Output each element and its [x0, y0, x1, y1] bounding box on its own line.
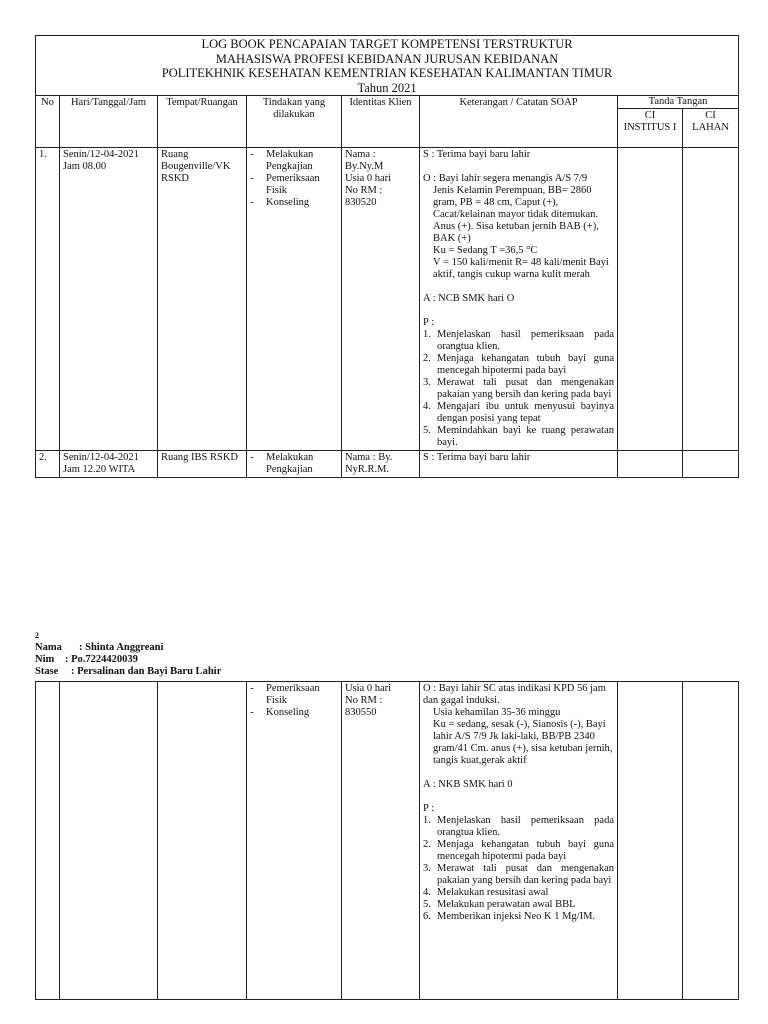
col-header-identity: Identitas Klien — [342, 96, 420, 148]
row-date — [60, 682, 158, 1000]
plan-item: 3. Merawat tali pusat dan mengenakan pakaian yang bersih dan kering pada bayi — [423, 863, 614, 886]
row-actions — [247, 682, 342, 1000]
plan-item: 2. Menjaga kehangatan tubuh bayi guna mencegah hipotermi pada bayi — [423, 839, 614, 862]
soap-plan-label: P : — [423, 803, 434, 814]
title-line: Tahun 2021 — [357, 80, 417, 95]
soap-plan-list — [423, 329, 614, 449]
identity-line: Usia 0 hari — [345, 683, 392, 694]
student-stase: : Persalinan dan Bayi Baru Lahir — [71, 666, 222, 677]
soap-objective-detail: Ku = Sedang T =36,5 °C — [433, 245, 538, 256]
title-line: POLITEKHNIK KESEHATAN KEMENTRIAN KESEHATAN KALIMANTAN TIMUR — [161, 66, 613, 80]
soap-objective-detail: Jenis Kelamin Perempuan, BB= 2860 gram, PB = 48 cm, Caput (+), Cacat/kelainan mayor tidak ditemukan. Anus (+). Sisa ketuban jernih BAB (+), BAK (+) — [433, 185, 599, 244]
row-date — [60, 148, 158, 451]
action-item: - Melakukan Pengkajian — [250, 452, 338, 476]
row-number: 1. — [36, 148, 60, 451]
identity-line: 830550 — [345, 707, 377, 718]
col-header-signature: Tanda Tangan — [618, 96, 739, 109]
signature-ci-lahan — [683, 682, 739, 1000]
soap-objective-detail: Usia kehamilan 35-36 minggu — [433, 707, 561, 718]
identity-line: No RM : — [345, 185, 383, 196]
row-soap-notes — [420, 682, 618, 1000]
row-identity: Nama : By. NyR.R.M. — [342, 451, 420, 478]
col-header-place: Tempat/Ruangan — [158, 96, 247, 148]
time-line: Jam 12.20 WITA — [63, 464, 136, 475]
logbook-continuation-table — [35, 681, 739, 1000]
stase-label: Stase — [35, 666, 59, 677]
student-nim: : Po.7224420039 — [65, 654, 138, 665]
table-row — [36, 682, 739, 1000]
row-soap-notes — [420, 148, 618, 451]
signature-ci-institusi — [618, 682, 683, 1000]
page-number: 2 — [35, 631, 39, 640]
row-actions — [247, 148, 342, 451]
plan-item: 6. Memberikan injeksi Neo K 1 Mg/IM. — [423, 911, 596, 922]
row-identity — [342, 148, 420, 451]
row-date — [60, 451, 158, 478]
action-item: - Melakukan Pengkajian — [250, 149, 338, 173]
signature-ci-institusi — [618, 451, 683, 478]
soap-plan-label: P : — [423, 317, 434, 328]
student-info — [35, 642, 221, 678]
soap-objective-detail: Ku = sedang, sesak (-), Sianosis (-), Bayi lahir A/S 7/9 Jk laki-laki, BB/PB 2340 gram/41 Cm. anus (+), sisa ketuban jernih, tangis kuat,gerak aktif — [433, 719, 613, 766]
row-number: 2. — [36, 451, 60, 478]
col-header-no: No — [36, 96, 60, 148]
row-place: Ruang IBS RSKD — [158, 451, 247, 478]
row-identity — [342, 682, 420, 1000]
soap-objective: O : Bayi lahir segera menangis A/S 7/9 — [423, 173, 588, 184]
table-row — [36, 148, 739, 451]
name-label: Nama — [35, 642, 62, 653]
date-line: Senin/12-04-2021 — [63, 452, 139, 463]
nim-label: Nim — [35, 654, 55, 665]
soap-subjective: S : Terima bayi baru lahir — [423, 149, 531, 160]
plan-item: 5. Memindahkan bayi ke ruang perawatan bayi. — [423, 425, 614, 448]
student-nim-row — [35, 654, 221, 666]
col-header-date: Hari/Tanggal/Jam — [60, 96, 158, 148]
document-title — [36, 36, 739, 96]
signature-ci-lahan — [683, 451, 739, 478]
soap-assessment: A : NCB SMK hari O — [423, 293, 515, 304]
identity-line: 830520 — [345, 197, 377, 208]
row-place — [158, 682, 247, 1000]
student-stase-row — [35, 666, 221, 678]
time-line: Jam 08.00 — [63, 161, 107, 172]
col-header-notes: Keterangan / Catatan SOAP — [420, 96, 618, 148]
col-header-ci-lahan: CI LAHAN — [683, 109, 739, 148]
plan-item: 5. Melakukan perawatan awal BBL — [423, 899, 576, 910]
identity-line: Nama : — [345, 149, 376, 160]
row-number — [36, 682, 60, 1000]
action-item: - Pemeriksaan Fisik — [250, 173, 338, 197]
action-item: - Konseling — [250, 707, 338, 719]
soap-objective-detail: V = 150 kali/menit R= 48 kali/menit Bayi aktif, tangis cukup warna kulit merah — [433, 257, 609, 280]
title-line: LOG BOOK PENCAPAIAN TARGET KOMPETENSI TERSTRUKTUR — [201, 37, 573, 51]
row-soap-notes: S : Terima bayi baru lahir — [420, 451, 618, 478]
date-line: Senin/12-04-2021 — [63, 149, 139, 160]
logbook-table — [35, 35, 739, 478]
student-name-row — [35, 642, 221, 654]
title-line: MAHASISWA PROFESI KEBIDANAN JURUSAN KEBIDANAN — [215, 51, 559, 66]
signature-ci-lahan — [683, 148, 739, 451]
plan-item: 2. Menjaga kehangatan tubuh bayi guna mencegah hipotermi pada bayi — [423, 353, 614, 376]
table-row — [36, 451, 739, 478]
row-place: Ruang Bougenville/VK RSKD — [158, 148, 247, 451]
soap-assessment: A : NKB SMK hari 0 — [423, 779, 513, 790]
plan-item: 1. Menjelaskan hasil pemeriksaan pada orangtua klien. — [423, 329, 614, 352]
plan-item: 4. Mengajari ibu untuk menyusui bayinya dengan posisi yang tepat — [423, 401, 614, 424]
plan-item: 4. Melakukan resusitasi awal — [423, 887, 549, 898]
student-name: : Shinta Anggreani — [79, 642, 164, 653]
identity-line: Usia 0 hari — [345, 173, 392, 184]
col-header-ci-institusi: CI INSTITUS I — [618, 109, 683, 148]
action-item: - Konseling — [250, 197, 338, 209]
plan-item: 3. Merawat tali pusat dan mengenakan pakaian yang bersih dan kering pada bayi — [423, 377, 614, 400]
row-actions — [247, 451, 342, 478]
identity-line: By.Ny.M — [345, 161, 384, 172]
action-item: - Pemeriksaan Fisik — [250, 683, 338, 707]
col-header-action: Tindakan yang dilakukan — [247, 96, 342, 148]
identity-line: No RM : — [345, 695, 383, 706]
signature-ci-institusi — [618, 148, 683, 451]
soap-objective: O : Bayi lahir SC atas indikasi KPD 56 jam dan gagal induksi. — [423, 683, 606, 706]
soap-plan-list — [423, 815, 614, 923]
plan-item: 1. Menjelaskan hasil pemeriksaan pada orangtua klien. — [423, 815, 614, 838]
